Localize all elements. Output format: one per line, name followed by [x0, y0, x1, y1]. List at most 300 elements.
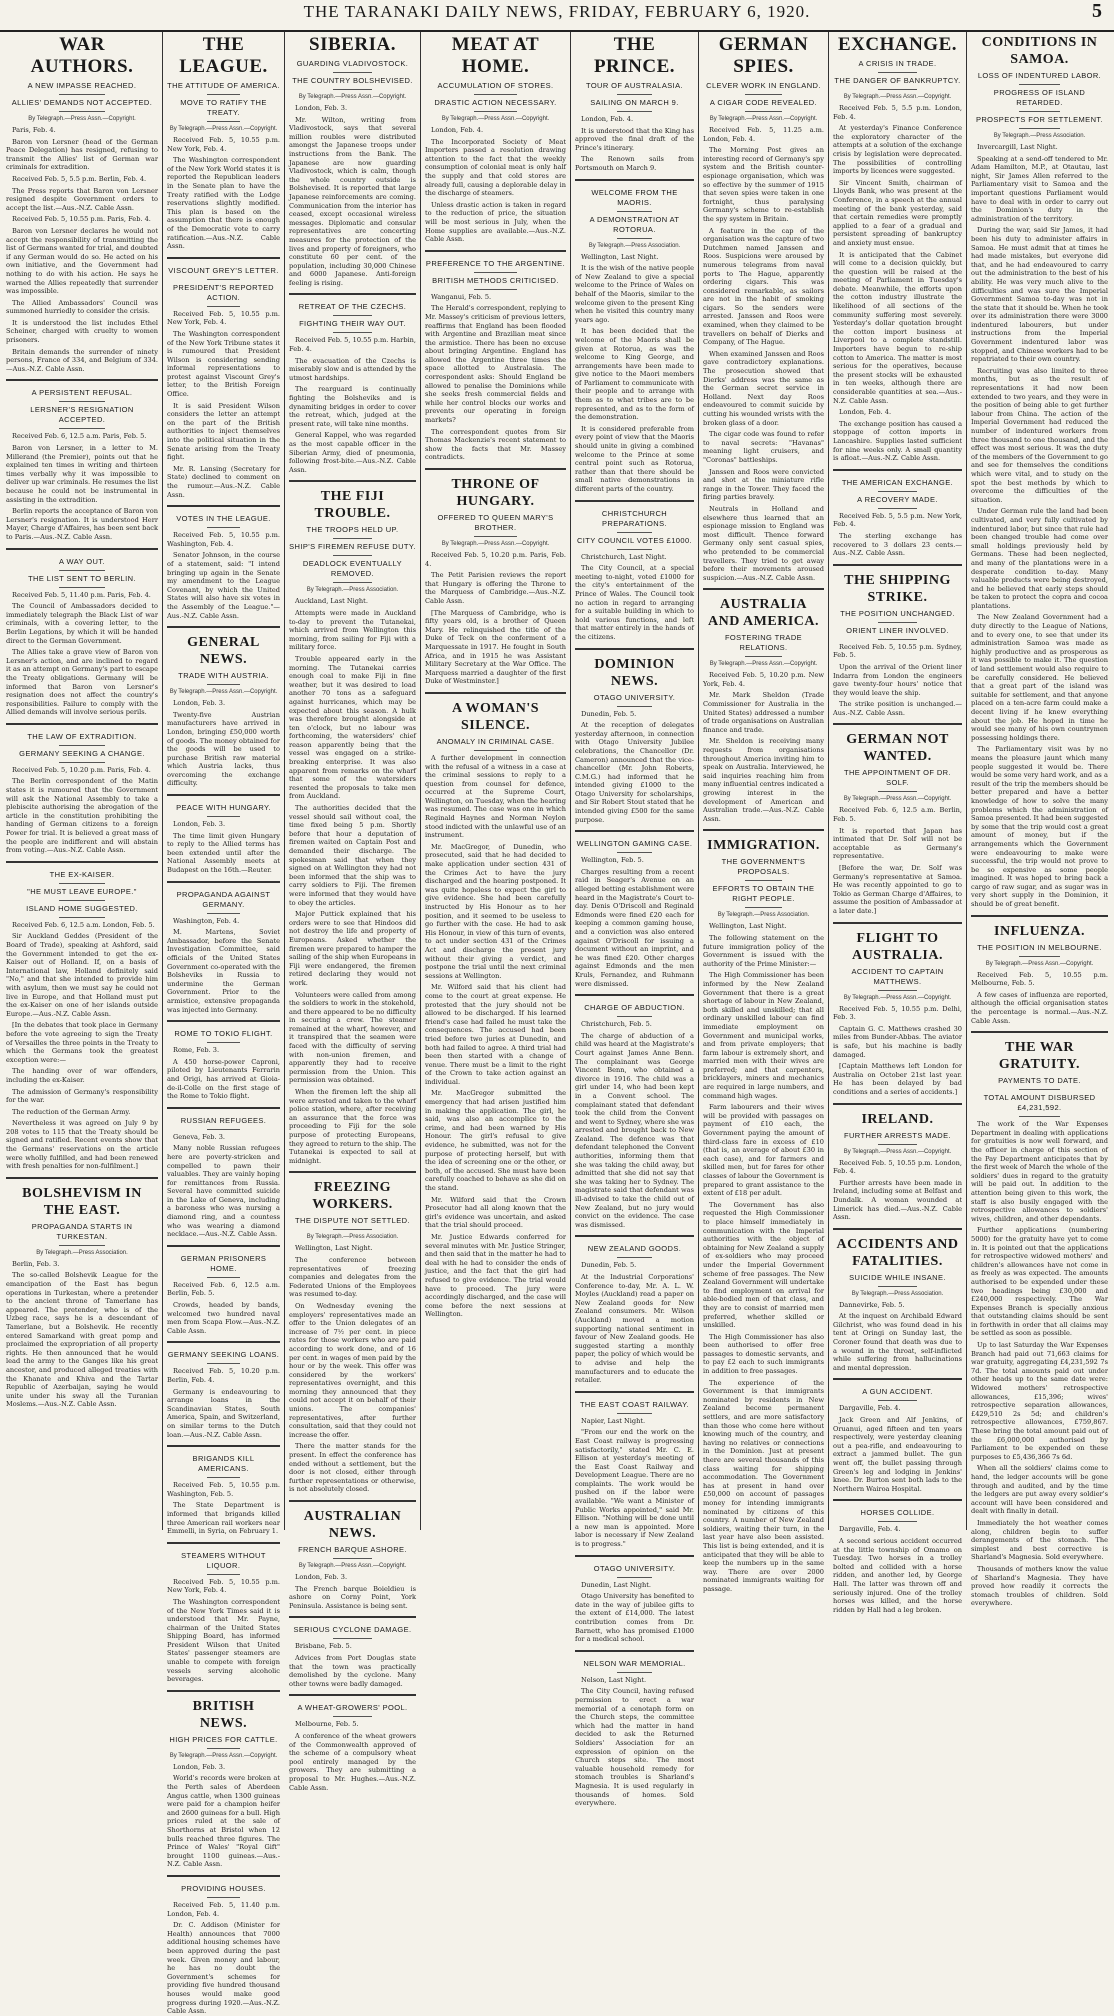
subheadline: FRENCH BARQUE ASHORE. [289, 1545, 416, 1559]
body-paragraph: It is understood that the King has approved the final draft of the Prince's itinerary. [575, 126, 694, 152]
column-6 [698, 32, 828, 1593]
body-paragraph: When all the soldiers' claims come to hand, the ledger accounts will be gone through and audited, and by the time the ledgers are put away every soldier's account will have been considered and dealt with finally in detail. [971, 1464, 1108, 1516]
subheadline: SHIP'S FIREMEN REFUSE DUTY. [289, 542, 416, 556]
body-paragraph: Paris, Feb. 4. [12, 126, 56, 134]
body-paragraph: Received Feb. 5, 10.20 p.m. Paris, Feb. 4. [12, 765, 151, 774]
headline: INFLUENZA. [994, 923, 1085, 939]
subheadline: A WHEAT-GROWERS' POOL. [289, 1703, 416, 1717]
subheadline: TOUR OF AUSTRALASIA. [575, 81, 694, 95]
column-3 [284, 32, 420, 1792]
body-paragraph: London, Feb. 3. [295, 1573, 348, 1581]
byline: By Telegraph.—Press Assn.—Copyright. [298, 94, 407, 100]
body-paragraph: Britain demands the surrender of ninety persons, France of 334, and Belgium of 334.—Aus.-N.Z. Cable Assn. [6, 347, 158, 373]
subheadline: FURTHER ARRESTS MADE. [833, 1131, 962, 1145]
byline: By Telegraph.—Press Assn.—Copyright. [28, 116, 136, 122]
subheadline: GERMANY SEEKING A CHANGE. [6, 749, 158, 763]
headline: GERMAN NOT WANTED. [846, 732, 949, 765]
byline: By Telegraph.—Press Assn.—Copyright. [843, 1148, 952, 1155]
byline: By Telegraph.—Press Assn.—Copyright. [709, 661, 818, 668]
body-paragraph: Dunedin, Feb. 5. [581, 709, 637, 718]
headline: THE PRINCE. [593, 34, 676, 77]
body-paragraph: Dargaville, Feb. 4. [839, 1404, 901, 1413]
body-paragraph: Received Feb. 5, 10.55 p.m. New York, Feb. 4. [167, 136, 280, 153]
article [575, 994, 694, 1229]
body-paragraph: Geneva, Feb. 3. [173, 1132, 225, 1141]
byline: By Telegraph.—Press Assn.—Copyright. [298, 1563, 407, 1569]
article [971, 34, 1108, 909]
subheadline: A PERSISTENT REFUSAL. [6, 388, 158, 402]
subheadline: THE ATTITUDE OF AMERICA. [167, 81, 280, 95]
body-paragraph: The following statement on the future immigration policy of the Government is issued with the authority of the Prime Minister:— [703, 933, 824, 968]
body-paragraph: Received Feb. 5, 10.55 p.m. Paris, Feb. 4. [12, 215, 151, 224]
body-paragraph: At the reception of delegates yesterday afternoon, in connection with Otago University Jubilee celebrations, the Chancellor (Dr. Cameron) announced that the vice-chancellor (Mr. John Roberts, C.M.G.) had informed that he intended giving £1000 to the Otago University for scholarships, and Sir Robert Stout stated that he intended giving £500 for the same purpose. [575, 721, 694, 824]
subheadline: BRIGANDS KILL AMERICANS. [167, 1454, 280, 1478]
subheadline: OTAGO UNIVERSITY. [575, 1564, 694, 1578]
body-paragraph: Received Feb. 5, 10.55 p.m. Delhi, Feb. 3. [833, 1004, 962, 1022]
body-paragraph: The Petit Parisien reviews the report that Hungary is offering the Throne to the Marquess of Cambridge.—Aus.-N.Z. Cable Assn. [425, 571, 566, 605]
body-paragraph: Wanganui, Feb. 5. [431, 292, 492, 301]
subheadline: GUARDING VLADIVOSTOCK. [289, 59, 416, 73]
subheadline: MOVE TO RATIFY THE TREATY. [167, 98, 280, 122]
article [167, 1245, 280, 1336]
article [425, 250, 566, 462]
article [167, 34, 280, 251]
body-paragraph: The City Council, having refused permission to erect a war memorial of a cenotaph form on the Church steps, the committee which had the matter in hand decided to ask the Returned Soldiers' Association for an expression of opinion on the Church steps site. The most valuable household remedy for stomach troubles is Sharland's Magnesia. It is used regularly in thousands of homes. Sold everywhere. [575, 1687, 694, 1808]
subheadline: A CIGAR CODE REVEALED. [703, 98, 824, 112]
subheadline: VISCOUNT GREY'S LETTER. [167, 266, 280, 280]
subheadline: STEAMERS WITHOUT LIQUOR. [167, 1551, 280, 1575]
headline: EXCHANGE. [837, 34, 958, 55]
article [167, 1107, 280, 1239]
article [167, 1445, 280, 1536]
byline: By Telegraph.—Press Assn.—Copyright. [843, 994, 952, 1001]
subheadline: LERSNER'S RESIGNATION ACCEPTED. [6, 405, 158, 429]
body-paragraph: Auckland, Last Night. [295, 597, 368, 606]
body-paragraph: Received Feb. 6, 12.5 a.m. Berlin, Feb. 5. [833, 806, 962, 824]
subheadline: THE POSITION IN MELBOURNE. [971, 943, 1108, 957]
article [575, 830, 694, 988]
body-paragraph: Senator Johnson, in the course of a statement, said: "I intend bringing up again in the Senate my amendment to the League Covenant, by which the United States will also have six votes in the Assembly of the League."—Aus.-N.Z. Cable Assn. [167, 551, 280, 620]
subheadline: PRESIDENT'S REPORTED ACTION. [167, 283, 280, 307]
subheadline: CHRISTCHURCH PREPARATIONS. [575, 509, 694, 533]
headline: THE FIJI TROUBLE. [314, 489, 391, 522]
subheadline: TRADE WITH AUSTRIA. [167, 671, 280, 685]
subheadline: THE APPOINTMENT OF DR. SOLF. [833, 768, 962, 792]
body-paragraph: The experience of the Government is that immigrants nominated by residents in New Zealand become permanent settlers, and are more satisfactory than those who come here without knowing much of the country, and having no relatives or connections in the Dominion. Just at present there are several thousands of this class waiting for shipping accommodation. The Government has at present in hand over £50,000 on account of passages money for intending immigrants nominated by citizens of this country. A number of New Zealand soldiers, waiting their turn, in the last year have also been assisted. This list is being extended, and it is anticipated that they will be able to keep the numbers up in the same way. There are over 2000 nominated immigrants waiting for passage. [703, 1378, 824, 1593]
body-paragraph: The exchange position has caused a stoppage of cotton imports in Lancashire. Supplies lasted sufficient for nine weeks only. A small quantity is afloat.—Aus.-N.Z. Cable Assn. [833, 419, 962, 463]
article [167, 505, 280, 620]
body-paragraph: Sir Auckland Geddes (President of the Board of Trade), speaking at Ashford, said the Government intended to get the ex-Kaiser out of Holland. If, on a basis of International law, Holland definitely said "No," and that she intended to provide him with asylum, then we must say he could not live in Europe, and that Holland must put the ex-Kaiser on one of her islands outside Europe.—Aus.-N.Z. Cable Assn. [6, 932, 158, 1018]
body-paragraph: During the war, said Sir James, it had been his duty to administer affairs in Samoa. He must admit that at times he had made mistakes, but everyone did that, and he had endeavoured to carry out the administration to the best of his ability. He was very much alive to the difficulties and was sure the Imperial Government Samoa to-day was not in the state that it should be. When he took over its administration there were 3000 indentured labourers, but under instructions from the Imperial Government indentured labor was stopped, and Chinese workers had to be repatriated to their own country. [971, 226, 1108, 364]
body-paragraph: A further development in connection with the refusal of a witness in a case at the criminal sessions to reply to a question from counsel for defence, occurred at the Supreme Court, Wellington, on Tuesday, when the hearing was resumed. The case was one in which Reginald Haynes and Norman Neylon stood indicted with the unlawful use of an instrument. [425, 753, 566, 840]
subheadline: ANOMALY IN CRIMINAL CASE. [425, 737, 566, 751]
subheadline: FIGHTING THEIR WAY OUT. [289, 319, 416, 333]
body-paragraph: World's records were broken at the Perth sales of Aberdeen Angus cattle, when 1300 guineas were paid for a champion heifer and 2600 guineas for a bull. High prices ruled at the sale of Shorthorns at Bristol when 12 bulls reached three figures. The Prince of Wales' "Royal Gift" brought 1100 guineas.—Aus.-N.Z. Cable Assn. [167, 1774, 280, 1869]
body-paragraph: Many noble Russian refugees here are poverty-stricken and compelled to pawn their valuables. They are vainly hoping for remittances from Russia. Several have committed suicide in the Lake of Geneva, including a baroness who was nursing a diamond ring, and a countess who was wearing a diamond necklace.—Aus.-N.Z. Cable Assn. [167, 1144, 280, 1239]
body-paragraph: The admission of Germany's responsibility for the war. [6, 1087, 158, 1105]
body-paragraph: The Washington correspondent of the New York World states it is reported the Republican leaders in the Senate plan to have the Treaty ratified with the Lodge reservations slightly modified. This plan is based on the assumption that there is enough of the Democratic vote to carry ratification.—Aus.-N.Z. Cable Assn. [167, 156, 280, 251]
subheadline: OFFERED TO QUEEN MARY'S BROTHER. [425, 513, 566, 537]
body-paragraph: Dannevirke, Feb. 5. [839, 1300, 905, 1309]
subheadline: A NEW IMPASSE REACHED. [6, 81, 158, 95]
body-paragraph: Advices from Port Douglas state that the town was practically demolished by the cyclone. Many other towns were badly damaged. [289, 1653, 416, 1688]
article [167, 881, 280, 1015]
headline: IMMIGRATION. [707, 838, 820, 854]
subheadline: OTAGO UNIVERSITY. [575, 693, 694, 707]
body-paragraph: Mr. Sheldon is receiving many requests from organisations throughout America inviting him to speak on Australia. Interviewed, he said inquiries reaching him from many influential centres indicated a growing interest in the development of American and Australian trade.—Aus.-N.Z. Cable Assn. [703, 737, 824, 823]
article [833, 1103, 962, 1222]
body-paragraph: The so-called Bolshevik League for the emancipation of the East has begun operations in Turkestan, where a pretender to the ancient throne of Tamerlane has appeared. The pretender, who is of the Uzbeg race, says he is a descendant of Tamerlane, but a Bolshevik. He recently entered Samarkand with great pomp and proclaimed the expropriation of all property rights. He then announced that he would lead the army to the Ganges like his great ancestor, and produced alleged treaties with the Khanate and Khiva and the Tartar Republic of Azerbaijan, saying he would unite under his sway all the Turanian Moslems.—Aus.-N.Z. Cable Assn. [6, 1271, 158, 1409]
subheadline: VOTES IN THE LEAGUE. [167, 514, 280, 528]
article [167, 1542, 280, 1684]
subheadline: THE POSITION UNCHANGED. [833, 609, 962, 623]
article [167, 1875, 280, 2016]
headline: GENERAL NEWS. [187, 635, 260, 668]
article [289, 34, 416, 287]
body-paragraph: Baron von Lersner (head of the German Peace Delegation) has resigned, refusing to transmit the Allies' list of German war criminals for extradition. [6, 137, 158, 172]
article [167, 794, 280, 875]
body-paragraph: Mr. MacGregor submitted the emergency that had arisen justified him in making the application. The girl, he said, was also an accomplice to the crime, and had been warned by His Honour. The girl's refusal to give evidence, he submitted, was not for the purpose of protecting herself, but with the idea of screening one or the other, or both, of the accused. She must have been carefully coached to behave as she did on the stand. [425, 1089, 566, 1192]
body-paragraph: The Herald's correspondent, replying to Mr. Massey's criticism of previous letters, reaffirms that England has been flooded with Argentine and Brazilian meat since the armistice. There has been no excuse about bringing Argentine. England has allowed the Argentine three times the space allotted to Australasia. The correspondent asks: Should England be allowed to penalise the Dominions while she seeks fresh commercial fields and while her control blocks our works and prevents our operating in foreign markets? [425, 304, 566, 425]
byline: By Telegraph.—Press Assn.—Copyright. [169, 1752, 278, 1759]
article [289, 1616, 416, 1688]
column-4 [420, 32, 570, 1530]
body-paragraph: When the firemen left the ship all were arrested and taken to the wharf police station, where, after receiving an assurance that the force was proceeding to Fiji for the sole purpose of protecting Europeans, they agreed to return to the ship. The Tutanekai is expected to sail at midnight. [289, 1088, 416, 1165]
article [167, 1341, 280, 1439]
body-paragraph: The work of the War Expenses Department in dealing with applications for gratuities is now well forward, and the officer in charge of this section of the Pay Department anticipates that by the first week of March the whole of the soldiers' dues in regard to the gratuity will be paid out. In addition to the attention being given to this work, the staff is also busily engaged with the retrospective allowances to soldiers' wives, children, and other dependants. [971, 1120, 1108, 1223]
article [703, 34, 824, 582]
article [575, 1555, 694, 1644]
headline: BOLSHEVISM IN THE EAST. [22, 1185, 142, 1218]
body-paragraph: [Captain Matthews left London for Australia on October 21st last year. He has been delayed by bad conditions and a series of accidents.] [833, 1062, 962, 1096]
article [971, 915, 1108, 1026]
byline: By Telegraph.—Press Assn.—Copyright. [985, 960, 1094, 967]
body-paragraph: Berlin reports the acceptance of Baron von Lersner's resignation. It is understood Herr Mayer, Charge d'Affaires, has been sent back to Paris.—Aus.-N.Z. Cable Assn. [6, 507, 158, 541]
headline: THE LEAGUE. [179, 34, 268, 77]
article [575, 1391, 694, 1549]
body-paragraph: Received Feb. 5, 5.5 p.m. New York, Feb. 4. [833, 511, 962, 529]
body-paragraph: London, Feb. 3. [173, 699, 226, 708]
body-paragraph: Otago University has benefited to date in the way of jubilee gifts to the extent of £14,000. The latest contribution comes from Dr. Barnett, who has promised £1000 for a medical school. [575, 1592, 694, 1644]
body-paragraph: Mr. Wilton, writing from Vladivostock, says that several million roubles were distributed amongst the Japanese troops under instructions from the Bank. The Japanese are now guarding Vladivostock, which is calm, though the whole country outside is Bolshevised. It is reported that large Japanese reinforcements are coming. Communication from the interior has ceased, except occasional wireless messages. Diplomatic and consular representatives are concerting measures for the protection of the lives and property of foreigners, who constitute 60 per cent. of the population, including 30,000 Chinese and 6000 Japanese. Anti-foreign feeling is rising. [289, 115, 416, 287]
article [425, 468, 566, 686]
body-paragraph: Wellington, Last Night. [581, 252, 659, 261]
body-paragraph: Further applications (numbering 5000) for the gratuity have yet to come in. It is pointed out that the applications for retrospective widowed mothers' and children's allowances have not come in as freely as was expected. The amounts authorised to be expended under these two headings being £30,000 and £240,000 respectively. The War Expenses Branch is specially anxious that outstanding claims should be sent in forthwith in order that all claims may be settled as soon as possible. [971, 1226, 1108, 1338]
subheadline: GERMANY SEEKING LOANS. [167, 1350, 280, 1364]
subheadline: PROPAGANDA STARTS IN TURKESTAN. [6, 1222, 158, 1246]
page-number: 5 [1092, 0, 1102, 22]
subheadline: EFFORTS TO OBTAIN THE RIGHT PEOPLE. [703, 884, 824, 908]
body-paragraph: Received Feb. 5, 10.55 p.m. New York, Feb. 4. [167, 309, 280, 327]
body-paragraph: The City Council, at a special meeting to-night, voted £1000 for the city's entertainment of the Prince of Wales. The Council took no action in regard to arranging for a suitable building in which to hold various functions, and left that matter entirely in the hands of the citizens. [575, 564, 694, 641]
subheadline: PAYMENTS TO DATE. [971, 1076, 1108, 1090]
byline: By Telegraph.—Press Association. [993, 133, 1086, 139]
body-paragraph: A second serious accident occurred at the little township of Omamo on Tuesday. Two horses in a trolley bolted and collided with a horse ridden, and another led, by George Hall. The latter was thrown off and seriously injured. One of the trolley horses was killed, and the horse ridden by Hall had a leg broken. [833, 1536, 962, 1614]
body-paragraph: At the Industrial Corporations' Conference to-day, Mr. A. L. W. Moyles (Auckland) read a paper on New Zealand goods for New Zealand consumers. Mr. Wilson (Auckland) moved a motion supporting national sentiment in favour of New Zealand goods. He suggested starting a monthly paper, the policy of which would be to advise and help the manufacturers and to educate the retailer. [575, 1273, 694, 1385]
byline: By Telegraph.—Press Assn.—Copyright. [441, 116, 550, 122]
article [6, 1177, 158, 1409]
body-paragraph: London, Feb. 3. [173, 1762, 226, 1771]
body-paragraph: It is considered preferable from every point of view that the Maoris should unite in giving a combined welcome to the Prince at some central point such as Rotorua, rather than that there should be small native demonstrations in different parts of the country. [575, 424, 694, 493]
body-paragraph: Received Feb. 5, 10.55 p.m. Melbourne, Feb. 5. [971, 970, 1108, 988]
subheadline: THE EAST COAST RAILWAY. [575, 1400, 694, 1414]
body-paragraph: London, Feb. 4. [839, 408, 892, 417]
body-paragraph: Crowds, headed by bands, welcomed two hundred naval men from Scapa Flow.—Aus.-N.Z. Cable Assn. [167, 1301, 280, 1335]
article [167, 1020, 280, 1101]
body-paragraph: The evacuation of the Czechs is miserably slow and is attended by the utmost hardships. [289, 356, 416, 382]
subheadline: ISLAND HOME SUGGESTED. [6, 904, 158, 918]
headline: THRONE OF HUNGARY. [451, 477, 540, 509]
body-paragraph: The authorities decided that the vessel should sail without coal, the time fixed being 5 p.m. Shortly before that hour a deputation of firemen waited on Captain Post and demanded their discharge. The spokesman said that when they signed on at Wellington they had not been informed that the ship was to carry soldiers to Fiji. The firemen were informed that they would have to obey the articles. [289, 804, 416, 907]
subheadline: LOSS OF INDENTURED LABOR. [971, 71, 1108, 85]
column-8 [966, 32, 1112, 1608]
body-paragraph: Dr. C. Addison (Minister for Health) announces that 7000 additional housing schemes have been approved during the past week. Given money and labour, he has no doubt the Government's schemes for providing five hundred thousand houses would make good progress during 1920.—Aus.-N.Z. Cable Assn. [167, 1921, 280, 2016]
body-paragraph: Unless drastic action is taken in regard to the reduction of price, the situation will be most serious in July, when the Home supplies are available.—Aus.-N.Z. Cable Assn. [425, 200, 566, 244]
body-paragraph: Received Feb. 5, 10.55 p.m. Washington, Feb. 5. [167, 1481, 280, 1498]
body-paragraph: At yesterday's Finance Conference the exploratory character of the attempts at a solution of the exchange crisis by legislation were deprecated. The possibilities of controlling imports by licences were suggested. [833, 124, 962, 176]
body-paragraph: Nelson, Last Night. [581, 1675, 647, 1684]
body-paragraph: The rearguard is continually fighting the Bolsheviks and is dynamiting bridges in order to cover the retreat, which, judged at the present rate, will take nine months. [289, 385, 416, 428]
subheadline: DRASTIC ACTION NECESSARY. [425, 98, 566, 112]
body-paragraph: The handing over of war offenders, including the ex-Kaiser. [6, 1067, 158, 1084]
body-paragraph: Received Feb. 5, 11.40 p.m. Paris, Feb. 4. [12, 590, 151, 599]
body-paragraph: The Berlin correspondent of the Matin states it is rumoured that the Government will ask the National Assembly to take a plebiscite authorising the abrogation of the article in the constitution prohibiting the handing of German citizens to a foreign Power for trial. It is believed a great mass of the people are indifferent and will abstain from voting.—Aus.-N.Z. Cable Assn. [6, 777, 158, 855]
body-paragraph: Wellington, Last Night. [295, 1244, 373, 1253]
body-paragraph: It is understood the list includes Ethel Scheiner, charged with cruelty to women prisoners. [6, 318, 158, 345]
subheadline: PREFERENCE TO THE ARGENTINE. [425, 259, 566, 273]
body-paragraph: "From our end the work on the East Coast railway is progressing satisfactorily," stated Mr. C. E. Ellison at yesterday's meeting of the East Coast Railway and Development League. There are no complaints. The work would be pushed on if the labor were available. "We want a Minister of Public Works appointed," said Mr. Ellison. "Nothing will be done until a new man is appointed. More labor is necessary if New Zealand is to progress." [575, 1428, 694, 1549]
body-paragraph: The Government has also requested the High Commissioner to place himself immediately in communication with the Imperial authorities with the object of obtaining for New Zealand a supply of ex-soldiers who may proceed under the Imperial Government scheme of free passages. The New Zealand Government will undertake to find employment on arrival for able-bodied men of that class, and they are to consist of married men preferred, whether skilled or unskilled. [703, 1200, 824, 1330]
body-paragraph: Volunteers were called from among the soldiers to work in the stokehold, and there appeared to be no difficulty in securing a crew. The steamer remained at the wharf, however, and it transpired that the seamen were faced with the difficulty of serving with non-union firemen, and apparently they had to receive permission from the Union. This permission was obtained. [289, 990, 416, 1085]
body-paragraph: Washington, Feb. 4. [173, 916, 240, 925]
byline: By Telegraph.—Press Association. [851, 1290, 944, 1297]
subheadline: ALLIES' DEMANDS NOT ACCEPTED. [6, 98, 158, 112]
article [6, 34, 158, 373]
article [703, 829, 824, 1593]
body-paragraph: At the inquest on Archibald Edward Gilchrist, who was found dead in his tent at Oringi on Sunday last, the Coroner found that death was due to a wound in the throat, self-inflicted while suffering from hallucinations and mental depression. [833, 1312, 962, 1372]
body-paragraph: Baron von Lersner, in a letter to M. Millerand (the Premier), points out that he explained ten times in writing and thirteen times verbally why it was impossible to deliver up war criminals. He resumes the list because he could not be instrumental in assisting in the extradition. [6, 444, 158, 504]
subheadline: THE AMERICAN EXCHANGE. [833, 478, 962, 492]
subheadline: CHARGE OF ABDUCTION. [575, 1003, 694, 1017]
body-paragraph: A 450 horse-power Caproni, piloted by Lieutenants Ferrarin and Origi, has arrived at Gioia-de-il-Colle on the first stage of the Rome to Tokio flight. [167, 1057, 280, 1101]
column-7 [828, 32, 966, 1614]
body-paragraph: Wellington, Feb. 5. [581, 856, 644, 865]
body-paragraph: The High Commissioner has also been authorised to offer free passages to domestic servants, and to pay £2 each to such immigrants in addition to free passages. [703, 1332, 824, 1376]
body-paragraph: Germany is endeavouring to arrange loans in the Scandinavian States, South America, Spain, and Switzerland, on similar terms to the Dutch loan.—Aus.-N.Z. Cable Assn. [167, 1387, 280, 1439]
body-paragraph: A few cases of influenza are reported, although the official organisation states the percentage is normal.—Aus.-N.Z. Cable Assn. [971, 990, 1108, 1025]
subheadline: THE LAW OF EXTRADITION. [6, 732, 158, 746]
subheadline: "HE MUST LEAVE EUROPE." [6, 887, 158, 901]
article [289, 293, 416, 474]
body-paragraph: Mr. Justice Edwards conferred for several minutes with Mr. Justice Stringer, and then said that in the matter he had to deal with he had to consider the ends of justice, and the fact that the girl had refused to give evidence. The trial would have to proceed. The jury were accordingly discharged, and the case will come before the next sessions at Wellington. [425, 1232, 566, 1319]
subheadline: A WAY OUT. [6, 557, 158, 571]
article [167, 257, 280, 499]
body-paragraph: The correspondent quotes from Sir Thomas Mackenzie's recent statement to show the facts that Mr. Massey contradicts. [425, 427, 566, 462]
body-paragraph: Received Feb. 5, 11.25 a.m. London, Feb. 4. [703, 126, 824, 143]
headline: SIBERIA. [309, 34, 396, 55]
body-paragraph: The Washington correspondent of the New York Tribune states it is rumoured that President Wilson is considering sending informal representations to protest against Viscount Grey's letter, to the British Foreign Office. [167, 329, 280, 399]
body-paragraph: Captain G. C. Matthews crashed 30 miles from Bunder-Abbas. The aviator is safe, but his machine is badly damaged. [833, 1024, 962, 1059]
body-paragraph: Upon the arrival of the Orient liner Indarra from London the engineers gave twenty-four hours' notice that they would leave the ship. [833, 662, 962, 697]
body-paragraph: Christchurch, Last Night. [581, 552, 667, 561]
subheadline: PROSPECTS FOR SETTLEMENT. [971, 115, 1108, 129]
body-paragraph: Under German rule the land had been cultivated, and very fully cultivated by indentured labor, but since that rule had been changed trouble had come over small holdings previously held by Germans. These had been neglected, and many of the plantations were in a desperate condition to-day. Many valuable products were being destroyed, and he believed that early steps should be taken to protect the copra and cocoa plantations. [971, 507, 1108, 610]
body-paragraph: [In the debates that took place in Germany before the vote agreeing to sign the Treaty of Versailles the three points in the Treaty to which the Germans took the greatest exception were:— [6, 1021, 158, 1064]
body-paragraph: Dargaville, Feb. 4. [839, 1525, 901, 1534]
body-paragraph: Received Feb. 5, 11.40 p.m. London, Feb. 4. [167, 1900, 280, 1918]
article [6, 723, 158, 855]
byline: By Telegraph.—Press Assn.—Copyright. [843, 94, 952, 100]
body-paragraph: Received Feb. 5, 10.20 p.m. Paris, Feb. 4. [425, 551, 566, 568]
subheadline: A CRISIS IN TRADE. [833, 59, 962, 73]
article [833, 1378, 962, 1493]
body-paragraph: Jack Green and Alf Jenkins, of Oruanui, aged fifteen and ten years respectively, were yesterday cleaning out a pea-rifle, and endeavouring to extract a jammed bullet. The gun went off, the bullet passing through Green's leg and lodging in Jenkins' knee. Dr. Burton sent both lads to the Northern Wairoa Hospital. [833, 1416, 962, 1493]
body-paragraph: The High Commissioner has been informed by the New Zealand Government that there is a great shortage of labour in New Zealand, both skilled and unskilled; that all ordinary unskilled labour can find immediate employment on Government and municipal works, and from private employers; that farm labour is extremely short, and married men with their wives are preferred; and that carpenters, bricklayers, miners and mechanics are required in large numbers, and command high wages. [703, 971, 824, 1100]
subheadline: SERIOUS CYCLONE DAMAGE. [289, 1625, 416, 1639]
body-paragraph: Neutrals in Holland and elsewhere thus learned that an espionage mission to England was most difficult. Thence forward Germany only sent casual spies, who pretended to be commercial travellers. They tried to get away before their movements aroused suspicion.—Aus.-N.Z. Cable Assn. [703, 504, 824, 582]
subheadline: A DEMONSTRATION AT ROTORUA. [575, 215, 694, 239]
body-paragraph: It is said President Wilson considers the letter an attempt on the part of the British authorities to inject themselves into the political situation in the Senate arising from the Treaty fight. [167, 401, 280, 462]
body-paragraph: General Kappel, who was regarded as the most capable officer in the Siberian Army, died of pneumonia, following frost-bite.—Aus.-N.Z. Cable Assn. [289, 431, 416, 474]
article [425, 34, 566, 244]
subheadline: ROME TO TOKIO FLIGHT. [167, 1029, 280, 1043]
body-paragraph: Received Feb. 5, 10.55 p.m. New York, Feb. 4. [167, 1577, 280, 1595]
body-paragraph: The Renown sails from Portsmouth on March 9. [575, 155, 694, 172]
body-paragraph: The Incorporated Society of Meat Importers passed a resolution drawing attention to the fact that the weekly consumption of colonial meat is only half the supply and that cold stores are already full, causing a deplorable delay in the discharge of steamers. [425, 137, 566, 198]
subheadline: SUICIDE WHILE INSANE. [833, 1273, 962, 1287]
subheadline: HIGH PRICES FOR CATTLE. [167, 1735, 280, 1749]
article [425, 692, 566, 1319]
body-paragraph: Melbourne, Feb. 5. [295, 1720, 359, 1729]
article [167, 1690, 280, 1869]
body-paragraph: The French barque Boieldieu is ashore on Corny Point, York Peninsula. Assistance is being sent. [289, 1584, 416, 1610]
headline: ACCIDENTS AND FATALITIES. [836, 1236, 959, 1269]
body-paragraph: The Parliamentary visit was by no means the pleasure jaunt which many people suggested it would be. There would be some very hard work, and as a result of the trip the members should be better prepared and have a better knowledge of how to solve the many problems which the administration of Samoa presented. It had been suggested by some that the trip would cost a great amount of money, but if the arrangements which the Government were endeavouring to make were successful, the trip would not prove to be so expensive as some people imagined. It was hoped to bring back a cargo of raw sugar, and as sugar was in very short supply in the Dominion, it should be of great benefit. [971, 745, 1108, 909]
subheadline: THE EX-KAISER. [6, 870, 158, 884]
article [289, 1171, 416, 1494]
body-paragraph: Trouble appeared early in the morning. The Tutanekai carries enough coal to make Fiji in fine weather, but it was desired to load another 70 tons as a safeguard against hurricanes, which may be expected about this season. A hulk was therefore brought alongside at ten o'clock, but no labour was forthcoming, the watersiders' chief reason apparently being that the vessel was engaged on a strike-breaking enterprise. It was also apparent from remarks on the wharf that some of the watersiders resented the proposals to take men from Auckland. [289, 654, 416, 801]
article [6, 379, 158, 541]
byline: By Telegraph.—Press Association. [306, 587, 399, 594]
subheadline: PEACE WITH HUNGARY. [167, 803, 280, 817]
body-paragraph: M. Martens, Soviet Ambassador, before the Senate Investigation Committee, said officials of the United States Government co-operated with the Bolsheviks in Russia to undermine the German Government. Prior to the armistice, extensive propaganda was injected into Germany. [167, 928, 280, 1014]
subheadline: THE DANGER OF BANKRUPTCY. [833, 76, 962, 90]
byline: By Telegraph.—Press Association. [717, 912, 810, 919]
subheadline: WELCOME FROM THE MAORIS. [575, 188, 694, 212]
body-paragraph: Received Feb. 6, 12.5 a.m. Paris, Feb. 5. [12, 432, 147, 441]
subheadline: PROGRESS OF ISLAND RETARDED. [971, 88, 1108, 112]
subheadline: THE COUNTRY BOLSHEVISED. [289, 76, 416, 90]
headline: IRELAND. [861, 1111, 934, 1127]
body-paragraph: London, Feb. 4. [431, 126, 484, 134]
body-paragraph: Christchurch, Feb. 5. [581, 1020, 652, 1029]
body-paragraph: Received Feb. 5, 10.20 p.m. Berlin, Feb. 4. [167, 1367, 280, 1384]
subheadline: A GUN ACCIDENT. [833, 1387, 962, 1401]
headline: GERMAN SPIES. [718, 34, 809, 77]
body-paragraph: Janssen and Roos were convicted and shot at the miniature rifle range in the Tower. They faced the firing parties bravely. [703, 467, 824, 502]
subheadline: ACCUMULATION OF STORES. [425, 81, 566, 95]
body-paragraph: The Press reports that Baron von Lersner resigned despite Government orders to accept the list.—Aus.-N.Z. Cable Assn. [6, 186, 158, 212]
subheadline: WELLINGTON GAMING CASE. [575, 839, 694, 853]
body-paragraph: It has been decided that the welcome of the Maoris shall be given at Rotorua, as was the welcome to King George, and arrangements have been made to give notice to the Maori members of Parliament to communicate with their people and to arrange with them as to what tribes are to be represented, and as to the form of the demonstration. [575, 327, 694, 422]
body-paragraph: Received Feb. 5, 10.55 p.m. London, Feb. 4. [833, 1158, 962, 1176]
body-paragraph: When examined Janssen and Roos gave contradictory explanations. The prosecution showed that Dierks' address was the same as the German secret service in Holland. Next day Roos endeavoured to commit suicide by cutting his wounded wrists with the broken glass of a door. [703, 349, 824, 427]
body-paragraph: Twenty-five Austrian manufacturers have arrived in London, bringing £50,000 worth of goods. The money obtained for the goods will be used to purchase British raw material which Austria lacks, thus overcoming the exchange difficulty. [167, 710, 280, 788]
body-paragraph: Received Feb. 6, 12.5 a.m. London, Feb. 5. [12, 920, 155, 929]
headline: THE WAR GRATUITY. [998, 1040, 1081, 1073]
body-paragraph: A conference of the wheat growers of the Commonwealth approved of the scheme of a compulsory wheat pool entirely managed by the growers. They are submitting a proposal to Mr. Hughes.—Aus.-N.Z. Cable Assn. [289, 1731, 416, 1792]
subheadline: NELSON WAR MEMORIAL. [575, 1659, 694, 1673]
column-5 [570, 32, 698, 1808]
body-paragraph: The Council of Ambassadors decided to immediately telegraph the Black List of war criminals, with a covering letter, to the Berlin Legations, by which it will be handed direct to the German Government. [6, 602, 158, 645]
body-paragraph: A feature in the cap of the organisation was the capture of two Dutchmen named Janssen and Roos. Suspicions were aroused by numerous telegrams from naval ports to The Hague, apparently ordering cigars. This was considered remarkable, as sailors are not in the habit of smoking cigars. So the senders were arrested. Janssen and Roos were examined, when they claimed to be travellers on behalf of Dierks and Company, of The Hague. [703, 226, 824, 347]
subheadline: CLEVER WORK IN ENGLAND. [703, 81, 824, 95]
body-paragraph: Charges resulting from a recent raid in Seager's Avenue on an alleged betting establishment were heard in the Magistrate's Court to-day. Denis O'Driscoll and Reginald Edmonds were fined £20 each for keeping a common gaming house, and a conviction was also entered against O'Driscoll for issuing a document without an imprint, and he was fined £20. Other charges against Edmonds and the men Kruls, Fernandez, and Ruhmann were dismissed. [575, 867, 694, 988]
body-paragraph: Baron von Lersner declares he would not accept the responsibility of transmitting the list of Germans wanted for trial, and doubted if any German would do so. He acted on his own initiative, and the Government had nothing to do with his action. He says he warned the Allies repeatedly that surrender was impossible. [6, 226, 158, 296]
body-paragraph: It is the wish of the native people of New Zealand to give a special welcome to the Prince of Wales on behalf of the Maoris, similar to the welcome given to the present King when he visited this country many years ago. [575, 264, 694, 324]
headline: MEAT AT HOME. [451, 34, 540, 77]
headline: AUSTRALIAN NEWS. [303, 1509, 402, 1541]
article [289, 480, 416, 1165]
body-paragraph: [Before the war, Dr. Solf was Germany's representative at Samoa. He was recently appointed to go to Tokio as German Charge d'Affaires, to assume the position of Ambassador at a later date.] [833, 864, 962, 915]
body-paragraph: Recruiting was also limited to three months, but as the result of representations it had now been extended to two years, and they were in the position of being able to get further labour from China. The action of the Imperial Government had reduced the number of indentured workers from three thousand to one thousand, and the effect was most serious. It was the duty of the members of the Government to go and see for themselves the conditions which were vital, and to study on the spot the best methods by which to overcome the difficulties of the situation. [971, 366, 1108, 504]
body-paragraph: The Washington correspondent of the New York Times said it is understood that Mr. Payne, chairman of the United States Shipping Board, has informed President Wilson that United States' passenger steamers are unable to compete with foreign vessels serving alcoholic beverages. [167, 1597, 280, 1684]
subheadline: ORIENT LINER INVOLVED. [833, 626, 962, 640]
headline: CONDITIONS IN SAMOA. [981, 35, 1098, 67]
body-paragraph: Berlin, Feb. 3. [12, 1259, 60, 1268]
headline: AUSTRALIA AND AMERICA. [708, 597, 819, 630]
article [833, 922, 962, 1097]
article [575, 34, 694, 173]
body-paragraph: [The Marquess of Cambridge, who is fifty years old, is a brother of Queen Mary. He relinquished the title of the Duke of Teck on the conferment of a Marquessate in 1917. He fought in South Africa, and in 1915 he was Assistant Military Secretary at the War Office. The Marquess married a daughter of the first Duke of Westminster.] [425, 608, 566, 686]
article [833, 34, 962, 463]
body-paragraph: The New Zealand Government had a duty directly to the League of Nations, and to every one, to see that under its administration Samoa was made as highly productive and as prosperous as it was possible to make it. The question of land settlement would also require to be carefully considered. He believed that a great part of the island was suitable for settlement, and that anyone placed on a ten-acre farm could make a decent living if he knew everything about the job. He hoped in time he would see many of his own countrymen possessing holdings there. [971, 613, 1108, 742]
article [289, 1500, 416, 1610]
body-paragraph: Brisbane, Feb. 5. [295, 1642, 352, 1651]
subheadline: TOTAL AMOUNT DISBURSED £4,231,592. [971, 1093, 1108, 1117]
subheadline: THE DISPUTE NOT SETTLED. [289, 1216, 416, 1230]
subheadline: CITY COUNCIL VOTES £1000. [575, 536, 694, 550]
headline: THE SHIPPING STRIKE. [844, 572, 951, 605]
subheadline: RETREAT OF THE CZECHS. [289, 302, 416, 316]
headline: FREEZING WORKERS. [312, 1180, 393, 1213]
article [6, 861, 158, 1171]
body-paragraph: The strike position is unchanged.—Aus.-N.Z. Cable Assn. [833, 700, 962, 717]
body-paragraph: The conference between representatives of freezing companies and delegates from the Federated Unions of the Employees was resumed to-day. [289, 1255, 416, 1299]
body-paragraph: The State Department is informed that brigands killed three American rail workers near Emmelli, in Syria, on February 1. [167, 1501, 280, 1536]
body-paragraph: Mr. Mark Sheldon (Trade Commissioner for Australia in the United States) addressed a number of trade organisations on Australian finance and trade. [703, 691, 824, 734]
body-paragraph: Wellington, Last Night. [709, 922, 787, 931]
body-paragraph: Dunedin, Last Night. [581, 1580, 651, 1589]
body-paragraph: Received Feb. 5, 10.20 p.m. New York, Feb. 4. [703, 671, 824, 688]
body-paragraph: Up to last Saturday the War Expenses Branch had paid out 71,663 claims for war gratuity, aggregating £4,231,592 7s 7d. The total amounts paid out under other heads up to the same date were: Widowed mothers' retrospective allowances, £15,396; wives' retrospective separation allowances, £429,510 2s 5d; and children's retrospective allowances, £759,867. These bring the total amount paid out of the £6,000,000 authorised by Parliament to be expended on these purposes to £5,436,366 7s 6d. [971, 1341, 1108, 1461]
body-paragraph: Major Puttick explained that his orders were to see that Hindoos did not destroy the life and property of Europeans. Asked whether the firemen were prepared to hamper the sailing of the ship when Europeans in Fiji were endangered, the firemen retired declaring they would not work. [289, 910, 416, 987]
body-paragraph: London, Feb. 4. [581, 115, 634, 123]
article [6, 548, 158, 717]
headline: DOMINION NEWS. [594, 656, 675, 689]
headline: BRITISH NEWS. [192, 1698, 255, 1731]
body-paragraph: Napier, Last Night. [581, 1416, 646, 1425]
body-paragraph: Mr. R. Lansing (Secretary for State) declined to comment on the rumour.—Aus.-N.Z. Cable Assn. [167, 464, 280, 499]
body-paragraph: It is anticipated that the Cabinet will come to a decision quickly, but the question will be raised at the meeting of Parliament in Tuesday's debate. Meanwhile, the efforts upon the cotton industry illustrate the likelihood of all sections of the community suffering most severely. Yesterday's dollar quotation brought the cotton import business at Liverpool to a complete standstill. Importers have begun to re-ship cotton to America. The matter is most serious for the operatives, because the present stocks will be exhausted in ten weeks, although there are considerable quantities at sea.—Aus.-N.Z. Cable Assn. [833, 250, 962, 405]
body-paragraph: Received Feb. 5, 10.55 p.m. Sydney, Feb. 5. [833, 642, 962, 660]
subheadline: A RECOVERY MADE. [833, 495, 962, 509]
article [971, 1031, 1108, 1608]
masthead-title: THE TARANAKI DAILY NEWS, FRIDAY, FEBRUARY 6, 1920. [303, 2, 811, 21]
body-paragraph: Speaking at a send-off tendered to Mr. Adam Hamilton, M.P., at Otautau, last night, Sir James Allen referred to the Parliamentary visit to Samoa and the important questions Parliament would have to deal with in order to carry out the Dominion's duty in the administration of the territory. [971, 154, 1108, 223]
article [575, 500, 694, 642]
subheadline: NEW ZEALAND GOODS. [575, 1244, 694, 1258]
